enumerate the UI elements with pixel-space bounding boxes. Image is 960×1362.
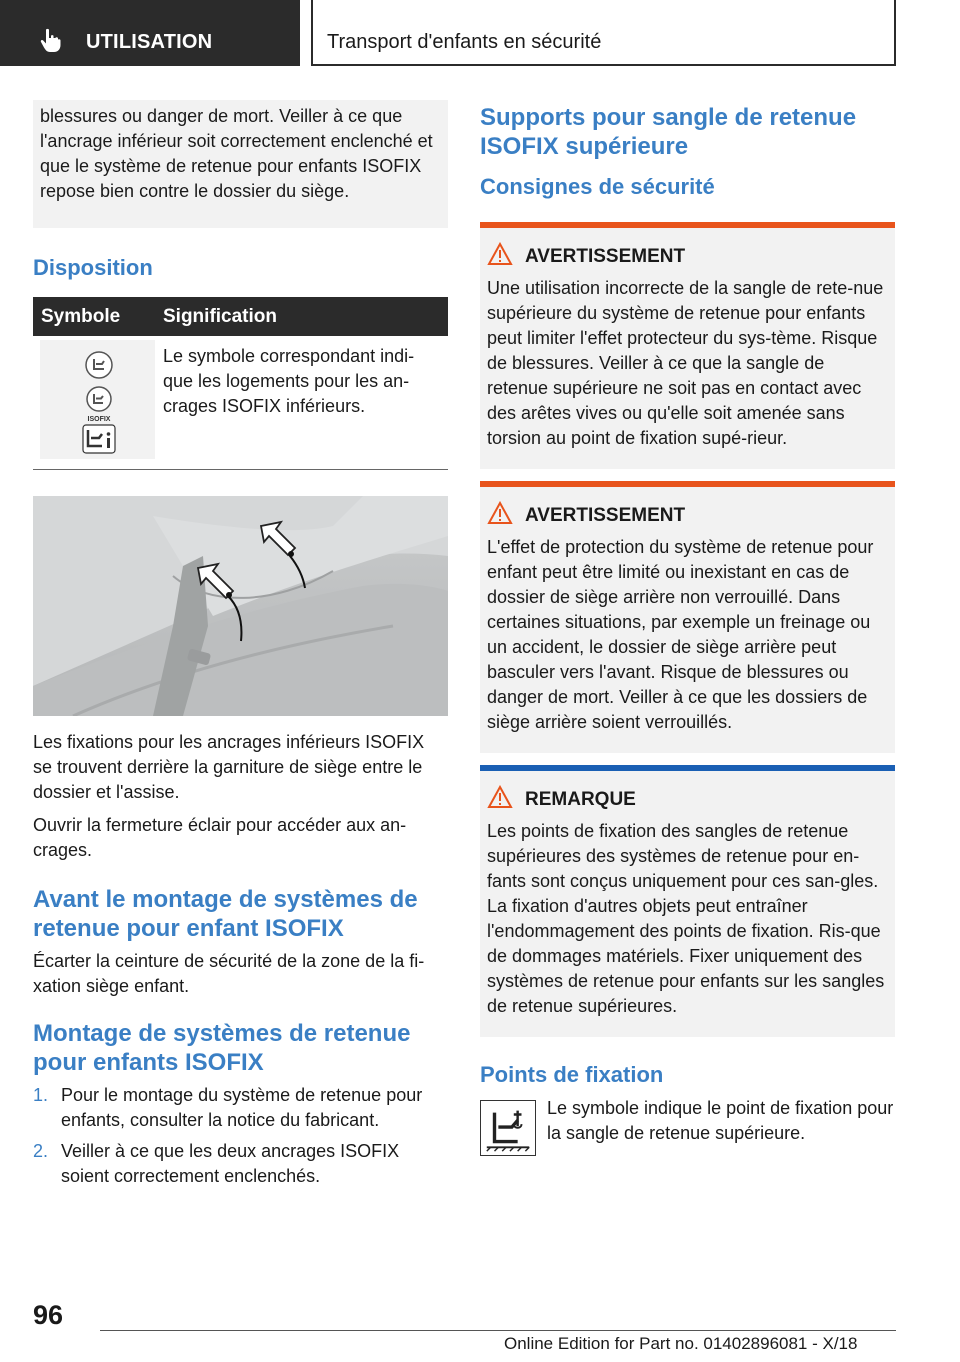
step-text: Veiller à ce que les deux ancrages ISOFIX soient correctement enclenchés. [61, 1141, 400, 1186]
isofix-seat-icon [84, 350, 114, 380]
mounting-steps [33, 1083, 448, 1189]
section-tab [0, 0, 300, 66]
disposition-heading: Disposition [33, 255, 153, 280]
chapter-title: Transport d'enfants en sécurité [327, 31, 602, 53]
step-number: 2. [33, 1141, 49, 1161]
step-text: Pour le montage du système de retenue pour enfants, consulter la notice du fabricant. [61, 1085, 423, 1130]
section-title: UTILISATION [86, 31, 213, 53]
list-item [33, 1083, 448, 1133]
heading-anchor-points: Points de fixation [480, 1062, 664, 1087]
chapter-tab [311, 0, 896, 66]
warning-title [525, 244, 889, 270]
isofix-label-icon [84, 386, 114, 424]
list-item [33, 1139, 448, 1189]
anchor-points-text: Le symbole indique le point de fixation pour la sangle de retenue supérieure. [547, 1098, 894, 1143]
page-number: 96 [33, 1300, 64, 1330]
paragraph-anchors-location: Les fixations pour les ancrages inférieurs ISOFIX se trouvent derrière la garniture de siège entre le dossier et l'assise. [33, 732, 425, 802]
symbol-cell [33, 336, 155, 470]
heading-safety-notes: Consignes de sécurité [480, 174, 715, 199]
warning-triangle-icon [487, 501, 513, 525]
symbol-table [33, 297, 448, 470]
paragraph-open-zipper: Ouvrir la fermeture éclair pour accéder aux an-crages. [33, 815, 407, 860]
warning-title-text: AVERTISSEMENT [525, 505, 686, 526]
notice-title-text: REMARQUE [525, 789, 636, 810]
right-column [480, 100, 895, 1146]
isofix-info-icon [82, 424, 116, 454]
symbol-box [40, 340, 155, 459]
step-number: 1. [33, 1085, 49, 1105]
isofix-symbol-text: ISOFIX [87, 416, 111, 423]
table-header-row [33, 297, 448, 336]
warning-triangle-icon [487, 242, 513, 266]
hand-pointer-icon [38, 27, 64, 53]
meaning-cell: Le symbole correspondant indi-que les logements pour les an-crages ISOFIX inférieurs. [155, 336, 448, 470]
warning-text: Une utilisation incorrecte de la sangle de rete-nue supérieure du système de retenue pour enfants peut limiter l'effet protecteur du sys-tème. Risque de blessures. Veiller à ce que la sangle de retenue supérieure ne soit pas en contact avec des arêtes vives ou qu'elle soit amenée sans torsion au point de fixation supé-rieur. [487, 278, 884, 448]
notice-triangle-icon [487, 785, 513, 809]
heading-mounting: Montage de systèmes de retenue pour enfants ISOFIX [33, 1020, 411, 1076]
paragraph-seatbelt: Écarter la ceinture de sécurité de la zone de la fi-xation siège enfant. [33, 951, 425, 996]
warning-title [525, 503, 889, 529]
heading-before-mounting: Avant le montage de systèmes de retenue pour enfant ISOFIX [33, 886, 418, 942]
top-tether-anchor-icon [480, 1100, 536, 1156]
footer-edition: Online Edition for Part no. 01402896081 - X/18 [504, 1334, 858, 1353]
left-column [33, 100, 448, 1189]
warning-text: L'effet de protection du système de retenue pour enfant peut être limité ou inexistant en cas de dossier de siège arrière non verrouillé. Dans certaines situations, par exemple un freinage ou un accident, le dossier de siège arrière peut basculer vers l'avant. Risque de blessures ou danger de mort. Veiller à ce que les dossiers de siège arrière soient verrouillés. [487, 537, 874, 732]
notice-title [525, 787, 889, 813]
column-header-meaning: Signification [155, 297, 448, 336]
anchor-points-row [480, 1096, 895, 1146]
heading-top-tether-supports: Supports pour sangle de retenue ISOFIX supérieure [480, 104, 857, 160]
notice-text: Les points de fixation des sangles de retenue supérieures des systèmes de retenue pour en-fants sont conçus uniquement pour ces san-gles. La fixation d'autres objets peut entraîner l'endommagement des points de fixation. Ris-que de dommages matériels. Fixer uniquement des systèmes de retenue pour enfants sur les sangles de retenue supérieures. [487, 821, 885, 1016]
table-row [33, 336, 448, 470]
warning-box [480, 222, 895, 469]
column-header-symbol: Symbole [33, 297, 155, 336]
notice-box [480, 765, 895, 1037]
warning-title-text: AVERTISSEMENT [525, 246, 686, 267]
warning-continuation: blessures ou danger de mort. Veiller à ce que l'ancrage inférieur soit correctement enclenché et que le système de retenue pour enfants ISOFIX repose bien contre le dossier du siège. [33, 100, 448, 228]
rear-seat-isofix-photo [33, 496, 448, 716]
warning-box [480, 481, 895, 753]
footer-divider [100, 1330, 896, 1331]
